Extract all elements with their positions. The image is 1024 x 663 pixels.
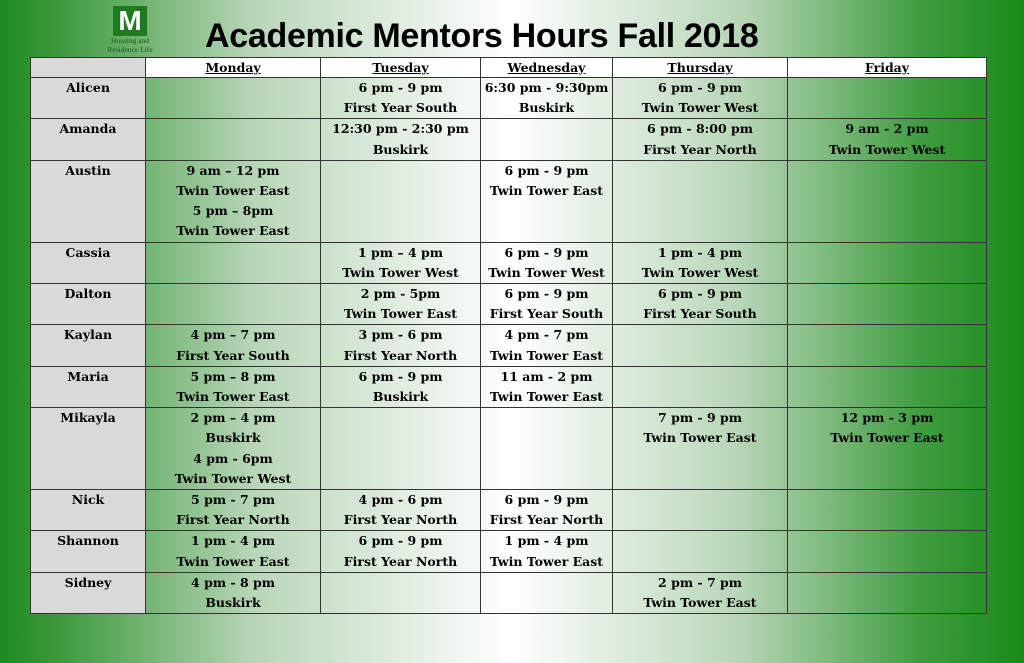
location: Buskirk	[372, 141, 429, 157]
time-range: 6 pm - 9 pm	[504, 162, 589, 178]
time-range: 6 pm - 9 pm	[658, 285, 742, 301]
time-range: 12 pm - 3 pm	[840, 410, 934, 426]
schedule-cell	[481, 325, 613, 366]
marshall-logo	[100, 6, 160, 58]
day-header: Monday	[146, 58, 321, 78]
schedule-cell	[788, 572, 987, 613]
table-row	[31, 531, 987, 572]
time-range: 6 pm - 8:00 pm	[647, 121, 753, 137]
location: Twin Tower West	[641, 100, 759, 116]
time-range: 1 pm - 4 pm	[191, 533, 275, 549]
schedule-cell	[321, 489, 481, 530]
location: Twin Tower East	[176, 388, 290, 404]
location: First Year North	[343, 347, 458, 363]
mentor-name-text: Alicen	[66, 80, 110, 95]
schedule-cell	[321, 242, 481, 283]
location: First Year South	[176, 347, 290, 363]
location: First Year South	[489, 306, 604, 322]
schedule-cell	[146, 242, 321, 283]
location: Buskirk	[205, 594, 261, 610]
time-range: 6 pm - 9 pm	[504, 285, 589, 301]
location: First Year South	[343, 100, 458, 116]
location: First Year North	[343, 553, 458, 569]
time-range: 5 pm – 8 pm	[190, 368, 276, 384]
schedule-cell	[788, 78, 987, 119]
schedule-cell	[481, 119, 613, 160]
schedule-cell	[146, 366, 321, 407]
schedule-cell	[321, 78, 481, 119]
mentor-name	[31, 531, 146, 572]
mentor-name	[31, 283, 146, 324]
mentor-name	[31, 160, 146, 242]
mentor-name-text: Cassia	[65, 244, 111, 260]
time-range: 6 pm - 9 pm	[504, 491, 589, 507]
schedule-cell	[481, 489, 613, 530]
location: Twin Tower West	[488, 264, 605, 280]
location: Twin Tower East	[830, 430, 944, 446]
schedule-cell	[321, 160, 481, 242]
time-range: 1 pm - 4 pm	[504, 533, 589, 549]
schedule-cell	[613, 572, 788, 613]
schedule-cell	[146, 408, 321, 490]
schedule-cell	[613, 531, 788, 572]
schedule-cell	[146, 78, 321, 119]
mentor-name	[31, 242, 146, 283]
location: Twin Tower East	[489, 553, 604, 569]
time-range: 5 pm - 7 pm	[191, 491, 275, 507]
schedule-cell	[788, 408, 987, 490]
table-row	[31, 242, 987, 283]
schedule-cell	[146, 119, 321, 160]
schedule-cell	[481, 242, 613, 283]
schedule-cell	[146, 531, 321, 572]
location: Buskirk	[372, 388, 429, 404]
location: Twin Tower East	[176, 223, 290, 239]
marshall-m-icon: M	[113, 6, 147, 36]
location: Twin Tower East	[176, 182, 290, 198]
time-range: 6:30 pm - 9:30pm	[484, 80, 609, 95]
schedule-cell	[613, 408, 788, 490]
location: Twin Tower East	[643, 430, 757, 446]
time-range: 9 am – 12 pm	[186, 162, 280, 178]
schedule-cell	[481, 366, 613, 407]
mentor-name	[31, 325, 146, 366]
schedule-cell	[321, 366, 481, 407]
mentor-name-text: Dalton	[64, 285, 112, 301]
table-row	[31, 408, 987, 490]
time-range: 12:30 pm - 2:30 pm	[332, 121, 469, 137]
location: Twin Tower East	[343, 306, 458, 322]
time-range: 3 pm - 6 pm	[358, 327, 443, 343]
time-range: 1 pm – 4 pm	[358, 244, 443, 260]
location: First Year South	[643, 306, 757, 322]
schedule-table	[30, 57, 987, 614]
schedule-cell	[481, 531, 613, 572]
table-row	[31, 325, 987, 366]
schedule-cell	[146, 283, 321, 324]
time-range: 2 pm – 4 pm	[190, 410, 276, 426]
schedule-cell	[481, 78, 613, 119]
schedule-cell	[481, 160, 613, 242]
time-range: 7 pm - 9 pm	[658, 410, 742, 426]
mentor-name	[31, 572, 146, 613]
time-range: 4 pm – 7 pm	[190, 327, 276, 343]
location: Twin Tower East	[489, 347, 604, 363]
schedule-cell	[788, 283, 987, 324]
day-header: Friday	[788, 58, 987, 78]
time-range: 6 pm - 9 pm	[358, 533, 443, 549]
mentor-name-text: Sidney	[64, 574, 112, 590]
schedule-cell	[321, 408, 481, 490]
schedule-cell	[613, 366, 788, 407]
schedule-cell	[146, 160, 321, 242]
mentor-name-text: Austin	[65, 162, 111, 178]
day-header: Wednesday	[481, 58, 613, 78]
schedule-cell	[613, 160, 788, 242]
day-header: Tuesday	[321, 58, 481, 78]
mentor-name	[31, 119, 146, 160]
logo-line-1: Housing and	[110, 36, 150, 45]
mentor-name	[31, 78, 146, 119]
table-row	[31, 78, 987, 119]
day-header: Thursday	[613, 58, 788, 78]
table-row	[31, 366, 987, 407]
location: Twin Tower East	[643, 594, 757, 610]
time-range: 6 pm - 9 pm	[358, 368, 443, 384]
schedule-cell	[788, 489, 987, 530]
location: Buskirk	[205, 430, 261, 446]
location: Buskirk	[518, 100, 575, 116]
location: Twin Tower West	[828, 141, 946, 157]
schedule-cell	[788, 119, 987, 160]
table-row	[31, 160, 987, 242]
schedule-cell	[613, 283, 788, 324]
location: Twin Tower West	[174, 470, 292, 486]
mentor-name-text: Nick	[71, 491, 105, 507]
location: Twin Tower West	[641, 264, 759, 280]
time-range: 2 pm - 5pm	[360, 285, 441, 301]
schedule-cell	[146, 489, 321, 530]
schedule-cell	[613, 325, 788, 366]
corner-cell	[31, 58, 146, 78]
mentor-name-text: Mikayla	[60, 410, 116, 426]
time-range: 4 pm - 8 pm	[191, 574, 275, 590]
schedule-cell	[481, 283, 613, 324]
location: First Year North	[489, 512, 604, 528]
schedule-cell	[613, 78, 788, 119]
time-range: 11 am - 2 pm	[500, 368, 593, 384]
schedule-cell	[481, 572, 613, 613]
schedule-cell	[788, 242, 987, 283]
time-range: 2 pm - 7 pm	[658, 574, 742, 590]
time-range: 5 pm – 8pm	[192, 203, 274, 219]
schedule-cell	[321, 283, 481, 324]
schedule-cell	[146, 325, 321, 366]
mentor-name-text: Kaylan	[63, 327, 113, 343]
location: Twin Tower West	[342, 264, 459, 280]
page-title: Academic Mentors Hours Fall 2018	[205, 17, 759, 55]
mentor-name	[31, 489, 146, 530]
table-row	[31, 283, 987, 324]
schedule-cell	[788, 366, 987, 407]
schedule-cell	[613, 489, 788, 530]
table-row	[31, 572, 987, 613]
location: First Year North	[176, 512, 290, 528]
location: First Year North	[643, 141, 757, 157]
time-range: 4 pm - 6pm	[193, 450, 273, 466]
mentor-name-text: Amanda	[59, 121, 117, 137]
time-range: 6 pm - 9 pm	[504, 244, 589, 260]
time-range: 4 pm - 7 pm	[504, 327, 589, 343]
time-range: 6 pm - 9 pm	[658, 80, 742, 95]
schedule-cell	[481, 408, 613, 490]
header-row	[31, 58, 987, 78]
logo-line-2: Residence Life	[107, 45, 153, 54]
schedule-cell	[321, 531, 481, 572]
mentor-name	[31, 408, 146, 490]
time-range: 4 pm - 6 pm	[358, 491, 443, 507]
schedule-cell	[321, 572, 481, 613]
schedule-cell	[146, 572, 321, 613]
time-range: 1 pm - 4 pm	[658, 244, 742, 260]
schedule-cell	[788, 160, 987, 242]
schedule-cell	[321, 325, 481, 366]
mentor-name	[31, 366, 146, 407]
schedule-cell	[613, 242, 788, 283]
location: Twin Tower East	[489, 182, 604, 198]
schedule-cell	[321, 119, 481, 160]
location: Twin Tower East	[176, 553, 290, 569]
schedule-cell	[788, 325, 987, 366]
time-range: 9 am - 2 pm	[845, 121, 929, 137]
schedule-cell	[613, 119, 788, 160]
time-range: 6 pm - 9 pm	[358, 80, 443, 95]
mentor-name-text: Maria	[67, 368, 109, 384]
location: Twin Tower East	[489, 388, 604, 404]
table-row	[31, 489, 987, 530]
location: First Year North	[343, 512, 458, 528]
schedule-cell	[788, 531, 987, 572]
mentor-name-text: Shannon	[57, 533, 119, 549]
table-row	[31, 119, 987, 160]
